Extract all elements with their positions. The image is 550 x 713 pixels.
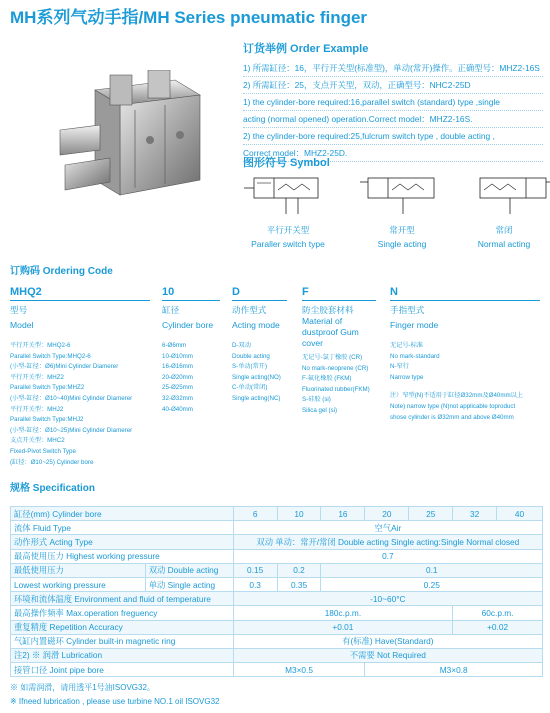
- spec-cell: 16: [321, 507, 365, 521]
- symbol-en: Paraller switch type: [251, 239, 325, 249]
- symbol-heading: 图形符号 Symbol: [243, 157, 330, 169]
- spec-cell: 32: [453, 507, 497, 521]
- code-value: MHQ2: [10, 286, 150, 301]
- code-column-acting: [232, 286, 287, 405]
- order-line: 1) 所需缸径：16，平行开关型(标准型)，单动(常开)操作。正确型号：MHZ2-16S: [243, 60, 543, 77]
- list-item: 平行开关型：MHQ2-6: [10, 342, 71, 349]
- spec-cell: 空气Air: [233, 521, 542, 535]
- spec-heading: 规格 Specification: [10, 483, 96, 494]
- code-label-cn: 缸径: [162, 305, 180, 315]
- spec-cell: 10: [277, 507, 321, 521]
- spec-cell: 0.2: [277, 563, 321, 577]
- spec-cell: 20: [365, 507, 409, 521]
- code-list: [302, 353, 376, 417]
- list-item: Narrow type: [390, 373, 424, 381]
- order-line: acting (normal opened) operation.Correct model：MHZ2-16S.: [243, 111, 543, 128]
- code-label-en: Model: [10, 320, 34, 330]
- list-item: Single acting(NC): [232, 394, 281, 402]
- list-item: Double acting: [232, 352, 270, 360]
- symbol-label-normal: [464, 224, 544, 249]
- table-row: [11, 663, 543, 677]
- list-item: Parallel Switch Type:MHZ2: [10, 384, 85, 392]
- list-item: 40-Ø40mm: [162, 405, 193, 413]
- list-item: Fixed-Pivot Switch Type: [10, 447, 76, 455]
- spec-cell: M3×0.8: [365, 663, 543, 677]
- list-item: N-窄行: [390, 363, 409, 371]
- list-item: Parallel Switch Type:MHQ2-6: [10, 352, 91, 360]
- list-item: shose cylinder is Ø32mm and above Ø40mm: [390, 413, 514, 421]
- code-label-en: Material of dustproof Gum cover: [302, 316, 359, 348]
- spec-cell: 60c.p.m.: [453, 606, 543, 620]
- table-row: [11, 648, 543, 662]
- list-item: (小型-缸径：Ø10~40)Mini Cylinder Diamerer: [10, 394, 133, 402]
- spec-label: 重复精度 Repetition Accuracy: [11, 620, 234, 634]
- list-item: 无记号-标准: [390, 342, 423, 349]
- list-item: No mark-neoprene (CR): [302, 364, 369, 372]
- spec-cell: 0.35: [277, 577, 321, 591]
- list-item: D-双动: [232, 342, 251, 349]
- code-label-en: Cylinder bore: [162, 320, 214, 330]
- single-acting-symbol: [358, 170, 448, 220]
- spec-sublabel: 双动 Double acting: [145, 563, 233, 577]
- spec-cell: 双动 单动：常开/常闭 Double acting Single acting:Single Normal closed: [233, 535, 542, 549]
- spec-label: 缸径(mm) Cylinder bore: [11, 507, 234, 521]
- list-item: 平行开关型：MHJ2: [10, 405, 64, 413]
- ordering-code-heading: 订购码 Ordering Code: [10, 266, 113, 277]
- code-column-bore: [162, 286, 220, 415]
- list-item: C-单动(常闭): [232, 384, 268, 392]
- table-row: [11, 549, 543, 563]
- spec-cell: 6: [233, 507, 277, 521]
- order-line: 2) the cylinder-bore required:25,fulcrum switch type , double acting ,: [243, 128, 543, 145]
- spec-cell: +0.02: [453, 620, 543, 634]
- spec-label: 流体 Fluid Type: [11, 521, 234, 535]
- table-row: [11, 507, 543, 521]
- spec-table: [10, 506, 543, 677]
- symbol-cn: 常开型: [389, 225, 415, 235]
- spec-cell: 0.25: [321, 577, 543, 591]
- list-item: 6-Ø6mm: [162, 342, 187, 349]
- code-list: [232, 341, 287, 405]
- code-label-cn: 防尘胶套材料: [302, 305, 354, 315]
- code-column-finger: [390, 286, 540, 423]
- spec-cell: 0.1: [321, 563, 543, 577]
- order-line: 2) 所需缸径：25，支点开关型，双动，正确型号：NHC2-25D: [243, 77, 543, 94]
- order-line: 1) the cylinder-bore required:16,parallel switch (standard) type ,single: [243, 94, 543, 111]
- symbol-en: Single acting: [377, 239, 427, 249]
- code-column-model: [10, 286, 150, 468]
- spec-label: 最高操作频率 Max.operation freguency: [11, 606, 234, 620]
- list-item: Parallel Switch Type:MHJ2: [10, 416, 84, 424]
- list-item: 平行开关型：MHZ2: [10, 373, 64, 381]
- list-item: 16-Ø16mm: [162, 363, 193, 371]
- code-label-cn: 手指型式: [390, 305, 425, 315]
- spec-label: 气缸内置磁环 Cylinder built-in magnetic ring: [11, 634, 234, 648]
- table-row: [11, 535, 543, 549]
- spec-cell: 有(标准) Have(Standard): [233, 634, 542, 648]
- code-list: [162, 341, 220, 415]
- code-column-gum-cover: [302, 286, 376, 417]
- table-row: [11, 563, 543, 577]
- list-item: (缸径：Ø10~25) Cylinder bore: [10, 458, 94, 466]
- spec-cell: 40: [497, 507, 543, 521]
- table-row: [11, 521, 543, 535]
- spec-label: 动作形式 Acting Type: [11, 535, 234, 549]
- symbol-cn: 平行开关型: [266, 225, 310, 235]
- parallel-switch-symbol: [242, 170, 332, 220]
- symbol-en: Normal acting: [477, 239, 531, 249]
- spec-cell: 0.15: [233, 563, 277, 577]
- symbol-label-parallel: [238, 224, 338, 249]
- list-item: Single acting(NO): [232, 373, 281, 381]
- code-value: D: [232, 286, 287, 301]
- spec-cell: +0.01: [233, 620, 452, 634]
- spec-cell: 0.7: [233, 549, 542, 563]
- spec-label: 接管口径 Joint pipe bore: [11, 663, 234, 677]
- symbol-cn: 常闭: [495, 225, 513, 235]
- list-item: Silica gel (si): [302, 406, 338, 414]
- list-item: S-硅胶 (si): [302, 396, 331, 404]
- spec-note-cn: ※ 如需润滑，请用透平1号油ISOVG32。: [10, 683, 155, 692]
- order-line: Correct model：MHZ2-25D.: [243, 145, 543, 162]
- page-title: MH系列气动手指/MH Series pneumatic finger: [10, 8, 368, 27]
- spec-cell: 180c.p.m.: [233, 606, 452, 620]
- code-value: N: [390, 286, 540, 301]
- code-label-cn: 动作型式: [232, 305, 267, 315]
- normal-acting-symbol: [470, 170, 550, 220]
- spec-cell: 不需要 Not Required: [233, 648, 542, 662]
- code-list: [10, 341, 150, 468]
- list-item: S-单动(常开): [232, 363, 268, 371]
- table-row: [11, 634, 543, 648]
- spec-cell: 0.3: [233, 577, 277, 591]
- code-label-en: Acting mode: [232, 320, 280, 330]
- list-item: 25-Ø25mm: [162, 384, 193, 392]
- spec-cell: -10~60°C: [233, 592, 542, 606]
- list-item: [390, 383, 540, 391]
- pneumatic-finger-photo: [40, 70, 210, 210]
- spec-label: 最高使用压力 Highest working pressure: [11, 549, 234, 563]
- list-item: 32-Ø32mm: [162, 394, 193, 402]
- table-row: [11, 577, 543, 591]
- spec-note-en: ※ Ifneed lubrication , please use turbine NO.1 oil ISOVG32: [10, 697, 220, 706]
- spec-label: Lowest working pressure: [11, 577, 146, 591]
- list-item: (小型-缸径：Ø10~25)Mini Cylinder Diamerer: [10, 426, 133, 434]
- list-item: F-氟化橡胶 (FKM): [302, 375, 352, 383]
- list-item: (小型-缸径：Ø6)Mini Cylinder Diamerer: [10, 363, 119, 371]
- code-list: [390, 341, 540, 423]
- list-item: 注）窄型(N)不适用于缸径Ø32mm及Ø40mm以上: [390, 392, 524, 400]
- list-item: Fluorinated rubber(FKM): [302, 385, 370, 393]
- order-example-text: [243, 60, 543, 162]
- code-label-en: Finger mode: [390, 320, 439, 330]
- list-item: No mark-standard: [390, 352, 440, 360]
- spec-cell: 25: [409, 507, 453, 521]
- table-row: [11, 606, 543, 620]
- spec-label: 环境和流体温度 Environment and fluid of temperature: [11, 592, 234, 606]
- spec-label: 注2) ※ 润滑 Lubrication: [11, 648, 234, 662]
- table-row: [11, 592, 543, 606]
- list-item: 支点开关型：MHC2: [10, 437, 65, 445]
- code-value: 10: [162, 286, 220, 301]
- spec-sublabel: 单动 Single acting: [145, 577, 233, 591]
- code-value: F: [302, 286, 376, 301]
- spec-cell: M3×0.5: [233, 663, 365, 677]
- list-item: 无记号-氯丁橡胶 (CR): [302, 354, 363, 361]
- table-row: [11, 620, 543, 634]
- code-label-cn: 型号: [10, 305, 28, 315]
- symbol-label-single: [352, 224, 452, 249]
- list-item: 20-Ø20mm: [162, 373, 193, 381]
- order-example-heading: 订货举例 Order Example: [243, 43, 369, 55]
- list-item: 10-Ø10mm: [162, 352, 193, 360]
- spec-label: 最低使用压力: [11, 563, 146, 577]
- list-item: Note) narrow type (N)not applicable toproduct: [390, 402, 516, 410]
